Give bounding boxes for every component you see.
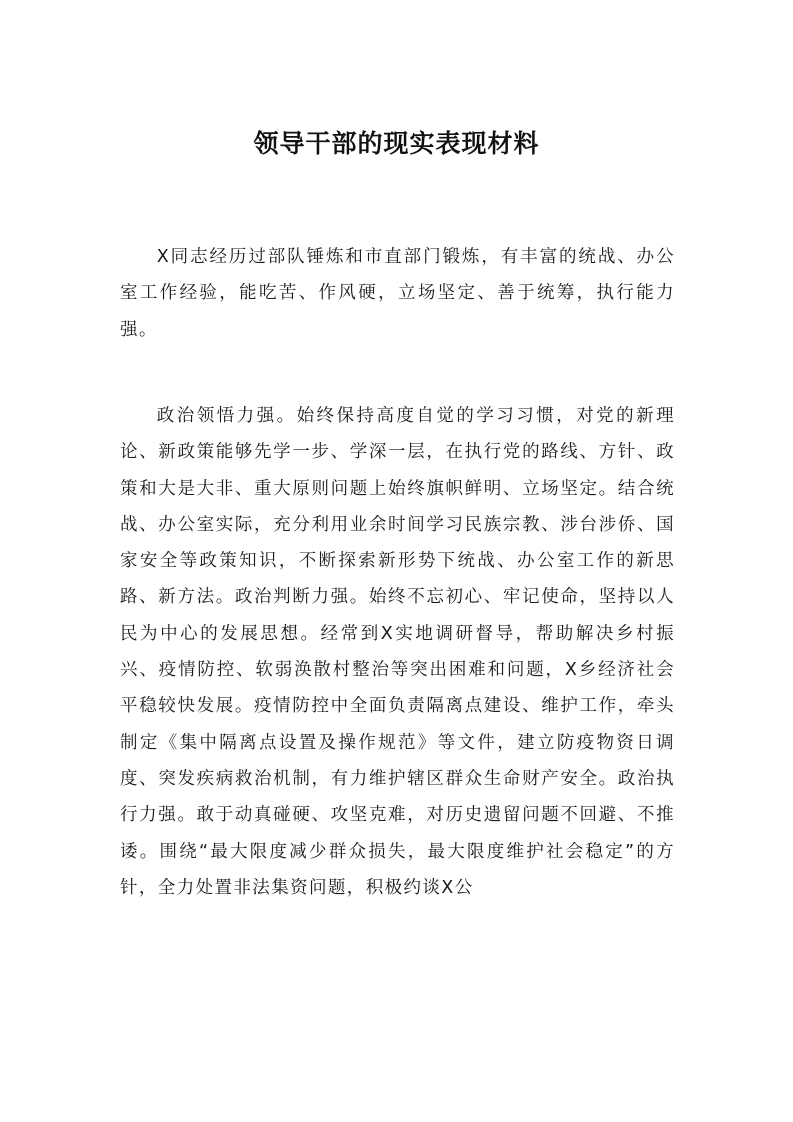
document-title: 领导干部的现实表现材料 (253, 129, 540, 158)
paragraph-intro: X同志经历过部队锤炼和市直部门锻炼，有丰富的统战、办公室工作经验，能吃苦、作风硬，立场坚定、善于统筹，执行能力强。 (120, 247, 675, 340)
paragraph-political-ability: 政治领悟力强。始终保持高度自觉的学习习惯，对党的新理论、新政策能够先学一步、学深一层，在执行党的路线、方针、政策和大是大非、重大原则问题上始终旗帜鲜明、立场坚定。结合统战、办公室实际，充分利用业余时间学习民族宗教、涉台涉侨、国家安全等政策知识，不断探索新形势下统战、办公室工作的新思路、新方法。政治判断力强。始终不忘初心、牢记使命，坚持以人民为中心的发展思想。经常到X实地调研督导，帮助解决乡村振兴、疫情防控、软弱涣散村整治等突出困难和问题，X乡经济社会平稳较快发展。疫情防控中全面负责隔离点建设、维护工作，牵头制定《集中隔离点设置及操作规范》等文件，建立防疫物资日调度、突发疾病救治机制，有力维护辖区群众生命财产安全。政治执行力强。敢于动真碰硬、攻坚克难，对历史遗留问题不回避、不推诿。围绕“最大限度减少群众损失，最大限度维护社会稳定”的方针，全力处置非法集资问题，积极约谈X公 (120, 406, 675, 898)
